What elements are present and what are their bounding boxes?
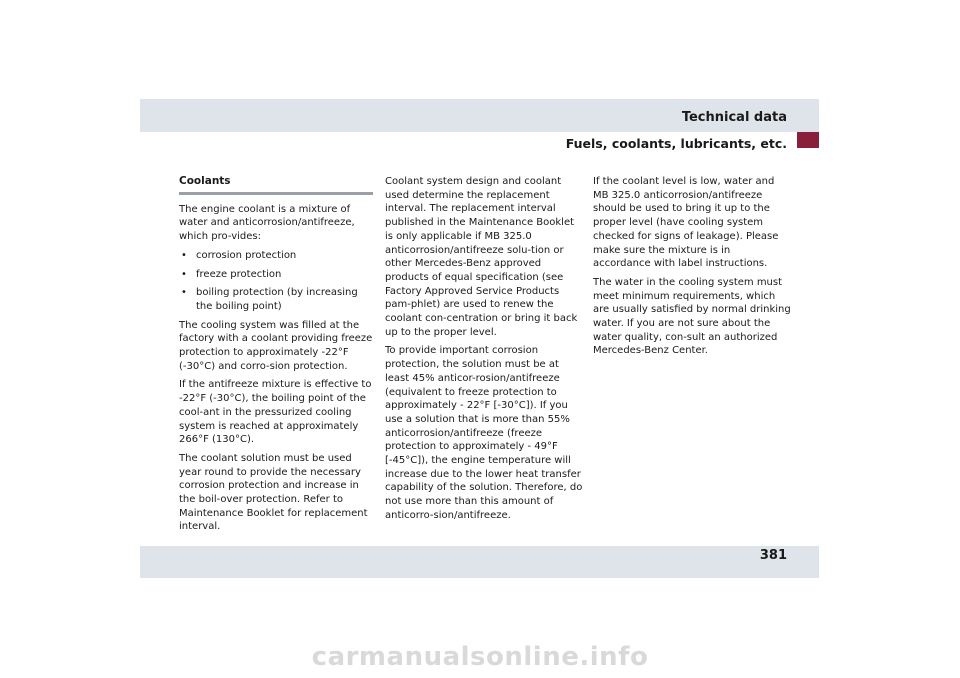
paragraph: The coolant solution must be used year round to provide the necessary corrosion protection and increase in the boil-over protection. Refer to Maintenance Booklet for replacement interval. <box>179 452 368 533</box>
column-3 <box>593 175 791 363</box>
paragraph: To provide important corrosion protection, the solution must be at least 45% anticor-rosion/antifreeze (equivalent to freeze protection to approximately - 22°F [-30°C]). If you use a solution that is more than 55% anticorrosion/antifreeze (freeze protection to approximately - 49°F [-45°C]), the engine temperature will increase due to the lower heat transfer capability of the solution. Therefore, do not use more than this amount of anticorro-sion/antifreeze. <box>385 345 583 521</box>
paragraph: Coolant system design and coolant used determine the replacement interval. The replacement interval published in the Maintenance Booklet is only applicable if MB 325.0 anticorrosion/antifreeze solu-tion or other Mercedes-Benz approved products of equal specification (see Factory Approved Service Products pam-phlet) are used to renew the coolant con-centration or bring it back up to the proper level. <box>385 176 578 338</box>
list-item: • corrosion protection <box>179 249 377 263</box>
chapter-title: Technical data <box>681 110 787 125</box>
paragraph: The water in the cooling system must meet minimum requirements, which are usually satisfied by normal drinking water. If you are not sure about the water quality, con-sult an authorized Mercedes-Benz Center. <box>593 276 791 357</box>
section-heading-coolants: Coolants <box>179 175 231 187</box>
section-title: Fuels, coolants, lubricants, etc. <box>565 136 787 151</box>
paragraph: The cooling system was filled at the factory with a coolant providing freeze protection to approximately -22°F (-30°C) and corro-sion protection. <box>179 319 373 372</box>
watermark-text: carmanualsonline.info <box>311 642 649 672</box>
bullet-list <box>179 249 377 314</box>
paragraph: If the antifreeze mixture is effective to -22°F (-30°C), the boiling point of the cool-ant in the pressurized cooling system is reached at approximately 266°F (130°C). <box>179 379 372 446</box>
page-number: 381 <box>759 548 787 563</box>
list-item: • freeze protection <box>179 268 377 282</box>
column-1 <box>179 175 377 539</box>
section-marker-tab <box>797 132 819 148</box>
column-2 <box>385 175 583 528</box>
paragraph: The engine coolant is a mixture of water and anticorrosion/antifreeze, which pro-vides: <box>179 203 355 243</box>
paragraph: If the coolant level is low, water and MB 325.0 anticorrosion/antifreeze should be used to bring it up to the proper level (have cooling system checked for signs of leakage). Please make sure the mixture is in accordance with label instructions. <box>593 176 779 270</box>
list-item: • boiling protection (by increasing the boiling point) <box>179 286 377 313</box>
footer-band <box>140 546 819 578</box>
heading-rule <box>179 192 373 195</box>
